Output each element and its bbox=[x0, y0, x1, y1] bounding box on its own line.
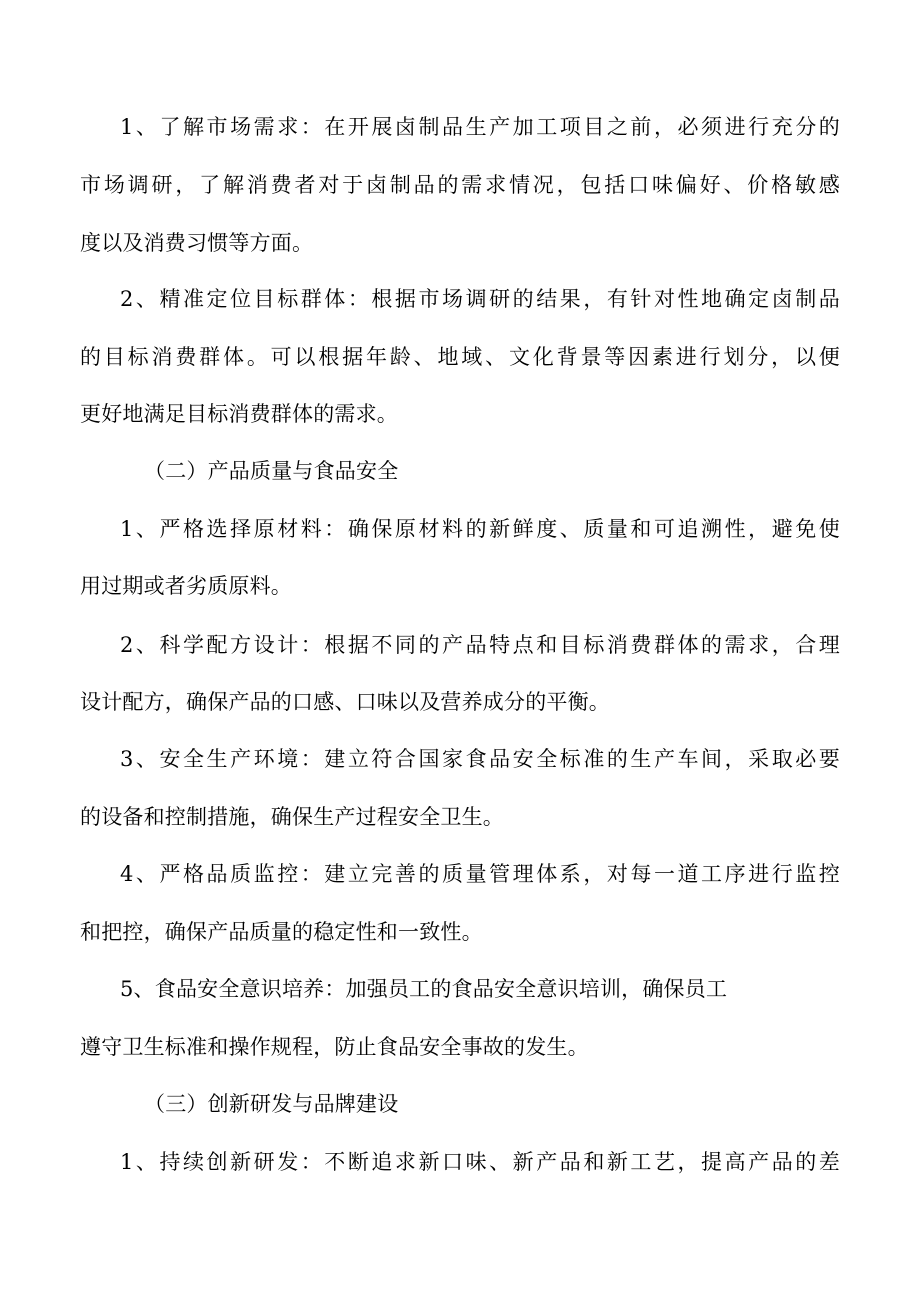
paragraph-line: 3、安全生产环境：建立符合国家食品安全标准的生产车间，采取必要 bbox=[120, 747, 840, 771]
paragraph-line: 2、精准定位目标群体：根据市场调研的结果，有针对性地确定卤制品 bbox=[120, 287, 840, 311]
paragraph-line: 设计配方，确保产品的口感、口味以及营养成分的平衡。 bbox=[80, 690, 610, 714]
paragraph-line: 用过期或者劣质原料。 bbox=[80, 574, 292, 598]
paragraph-line: 度以及消费习惯等方面。 bbox=[80, 231, 314, 255]
paragraph-line: 市场调研，了解消费者对于卤制品的需求情况，包括口味偏好、价格敏感 bbox=[80, 173, 840, 197]
paragraph-line: 更好地满足目标消费群体的需求。 bbox=[80, 402, 398, 426]
paragraph-line: 1、了解市场需求：在开展卤制品生产加工项目之前，必须进行充分的 bbox=[120, 115, 840, 139]
section-heading: （三）创新研发与品牌建设 bbox=[144, 1092, 399, 1116]
paragraph-line: 4、严格品质监控：建立完善的质量管理体系，对每一道工序进行监控 bbox=[120, 862, 840, 886]
paragraph-line: 1、持续创新研发：不断追求新口味、新产品和新工艺，提高产品的差 bbox=[120, 1150, 840, 1174]
paragraph-line: 的设备和控制措施，确保生产过程安全卫生。 bbox=[80, 805, 504, 829]
paragraph-line: 遵守卫生标准和操作规程，防止食品安全事故的发生。 bbox=[80, 1035, 589, 1059]
paragraph-line: 2、科学配方设计：根据不同的产品特点和目标消费群体的需求，合理 bbox=[120, 633, 840, 657]
section-heading: （二）产品质量与食品安全 bbox=[144, 459, 399, 483]
paragraph-line: 1、严格选择原材料：确保原材料的新鲜度、质量和可追溯性，避免使 bbox=[120, 517, 840, 541]
paragraph-line: 的目标消费群体。可以根据年龄、地域、文化背景等因素进行划分，以便 bbox=[80, 345, 840, 369]
paragraph-line: 5、食品安全意识培养：加强员工的食品安全意识培训，确保员工 bbox=[120, 977, 728, 1001]
paragraph-line: 和把控，确保产品质量的稳定性和一致性。 bbox=[80, 920, 483, 944]
